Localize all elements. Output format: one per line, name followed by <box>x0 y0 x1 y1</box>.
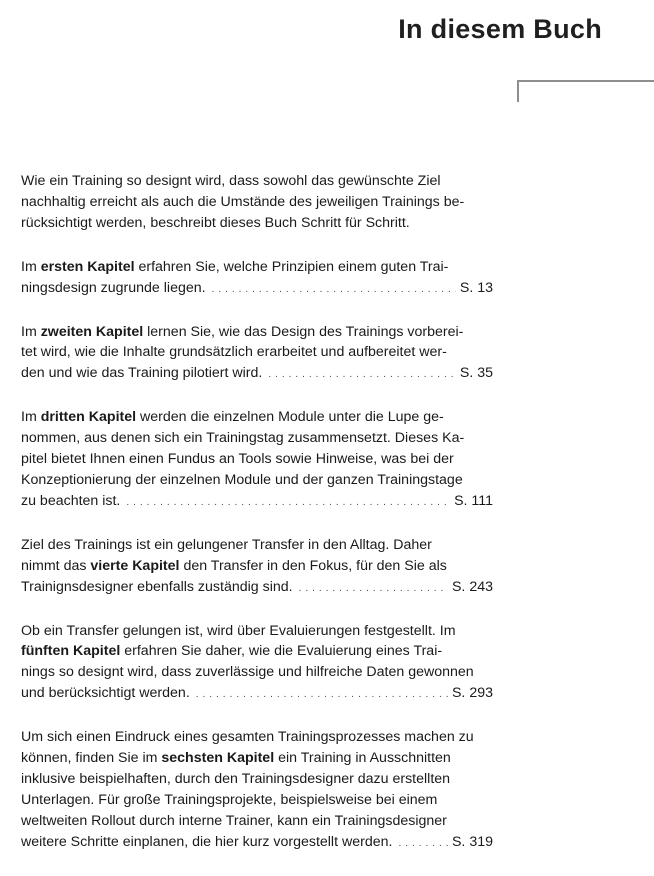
toc-entry-line <box>21 577 493 600</box>
toc-entry-line <box>21 491 493 514</box>
page-number: S. 35 <box>459 365 493 382</box>
chapter-entry-6 <box>21 727 493 854</box>
text-line: Unterlagen. Für große Trainingsprojekte, beispielsweise bei einem <box>21 791 438 808</box>
text-line <box>21 407 493 428</box>
chapter-highlight: vierte Kapitel <box>90 557 180 574</box>
chapter-highlight: zweiten Kapitel <box>40 323 144 340</box>
chapter-entry-4 <box>21 535 493 600</box>
text-line <box>21 748 493 769</box>
text-segment: erfahren Sie daher, wie die Evaluierung eines Trai- <box>120 643 443 660</box>
page-number: S. 111 <box>454 492 493 509</box>
text-segment: Im <box>21 258 41 275</box>
text-line: rücksichtigt werden, beschreibt dieses Buch Schritt für Schritt. <box>21 214 410 231</box>
toc-entry-line <box>21 278 493 301</box>
text-segment: Trainignsdesigner ebenfalls zuständig sind. <box>21 578 293 595</box>
toc-entry-line <box>21 363 493 386</box>
text-segment: zu beachten ist. <box>21 492 121 509</box>
text-line: nings so designt wird, dass zuverlässige und hilfreiche Daten gewonnen <box>21 664 474 681</box>
text-line <box>21 556 493 577</box>
dot-leader <box>196 683 448 706</box>
text-segment: ningsdesign zugrunde liegen. <box>21 279 206 296</box>
text-line: Wie ein Training so designt wird, dass sowohl das gewünschte Ziel <box>21 173 441 189</box>
chapter-highlight: dritten Kapitel <box>40 409 137 426</box>
text-line: Konzeptionierung der einzelnen Module und der ganzen Trainingstage <box>21 471 463 488</box>
text-line: nommen, aus denen sich ein Trainingstag zusammensetzt. Dieses Ka- <box>21 430 465 447</box>
dot-leader <box>268 363 456 386</box>
text-line: Um sich einen Eindruck eines gesamten Trainingsprozesses machen zu <box>21 729 474 746</box>
text-segment: Im <box>21 323 41 340</box>
text-line: inklusive beispielhaften, durch den Trainingsdesigner dazu erstellten <box>21 770 451 787</box>
text-segment: erfahren Sie, welche Prinzipien einem guten Trai- <box>134 258 449 275</box>
text-segment: den Transfer in den Fokus, für den Sie als <box>179 557 447 574</box>
corner-decoration <box>517 80 654 102</box>
text-segment: Im <box>21 409 41 426</box>
page-number: S. 293 <box>451 685 493 702</box>
chapter-overview <box>21 171 493 876</box>
page-title: In diesem Buch <box>398 14 602 44</box>
text-segment: weitere Schritte einplanen, die hier kurz vorgestellt werden. <box>21 833 393 850</box>
intro-paragraph <box>21 171 493 234</box>
page-number: S. 243 <box>451 578 493 595</box>
text-line: pitel bietet Ihnen einen Fundus an Tools sowie Hinweise, was bei der <box>21 451 454 468</box>
chapter-entry-1 <box>21 257 493 301</box>
chapter-entry-5 <box>21 621 493 707</box>
dot-leader <box>212 278 456 301</box>
text-segment: werden die einzelnen Module unter die Lupe ge- <box>136 409 444 426</box>
text-segment: nimmt das <box>21 557 91 574</box>
text-segment: den und wie das Training pilotiert wird. <box>21 365 263 382</box>
chapter-entry-3 <box>21 407 493 514</box>
text-line: Ob ein Transfer gelungen ist, wird über Evaluierungen festgestellt. Im <box>21 622 456 639</box>
text-line: tet wird, wie die Inhalte grundsätzlich erarbeitet und aufbereitet wer- <box>21 344 447 361</box>
toc-entry-line <box>21 832 493 855</box>
text-segment: ein Training in Ausschnitten <box>274 750 451 767</box>
dot-leader <box>126 491 450 514</box>
text-line <box>21 257 493 278</box>
dot-leader <box>398 832 448 855</box>
text-line: Ziel des Trainings ist ein gelungener Transfer in den Alltag. Daher <box>21 536 432 553</box>
text-line <box>21 322 493 343</box>
page-number: S. 13 <box>459 279 493 296</box>
chapter-highlight: sechsten Kapitel <box>161 750 275 767</box>
text-segment: können, finden Sie im <box>21 750 162 767</box>
text-line <box>21 641 493 662</box>
text-segment: und berücksichtigt werden. <box>21 685 190 702</box>
page-number: S. 319 <box>451 833 493 850</box>
chapter-highlight: ersten Kapitel <box>40 258 135 275</box>
text-segment: lernen Sie, wie das Design des Trainings vorberei- <box>143 323 464 340</box>
text-line: weltweiten Rollout durch interne Trainer, kann ein Trainingsdesigner <box>21 812 447 829</box>
text-line: nachhaltig erreicht als auch die Umstände des jeweiligen Trainings be- <box>21 193 465 210</box>
dot-leader <box>299 577 448 600</box>
toc-entry-line <box>21 683 493 706</box>
chapter-highlight: fünften Kapitel <box>21 643 121 660</box>
chapter-entry-2 <box>21 322 493 387</box>
